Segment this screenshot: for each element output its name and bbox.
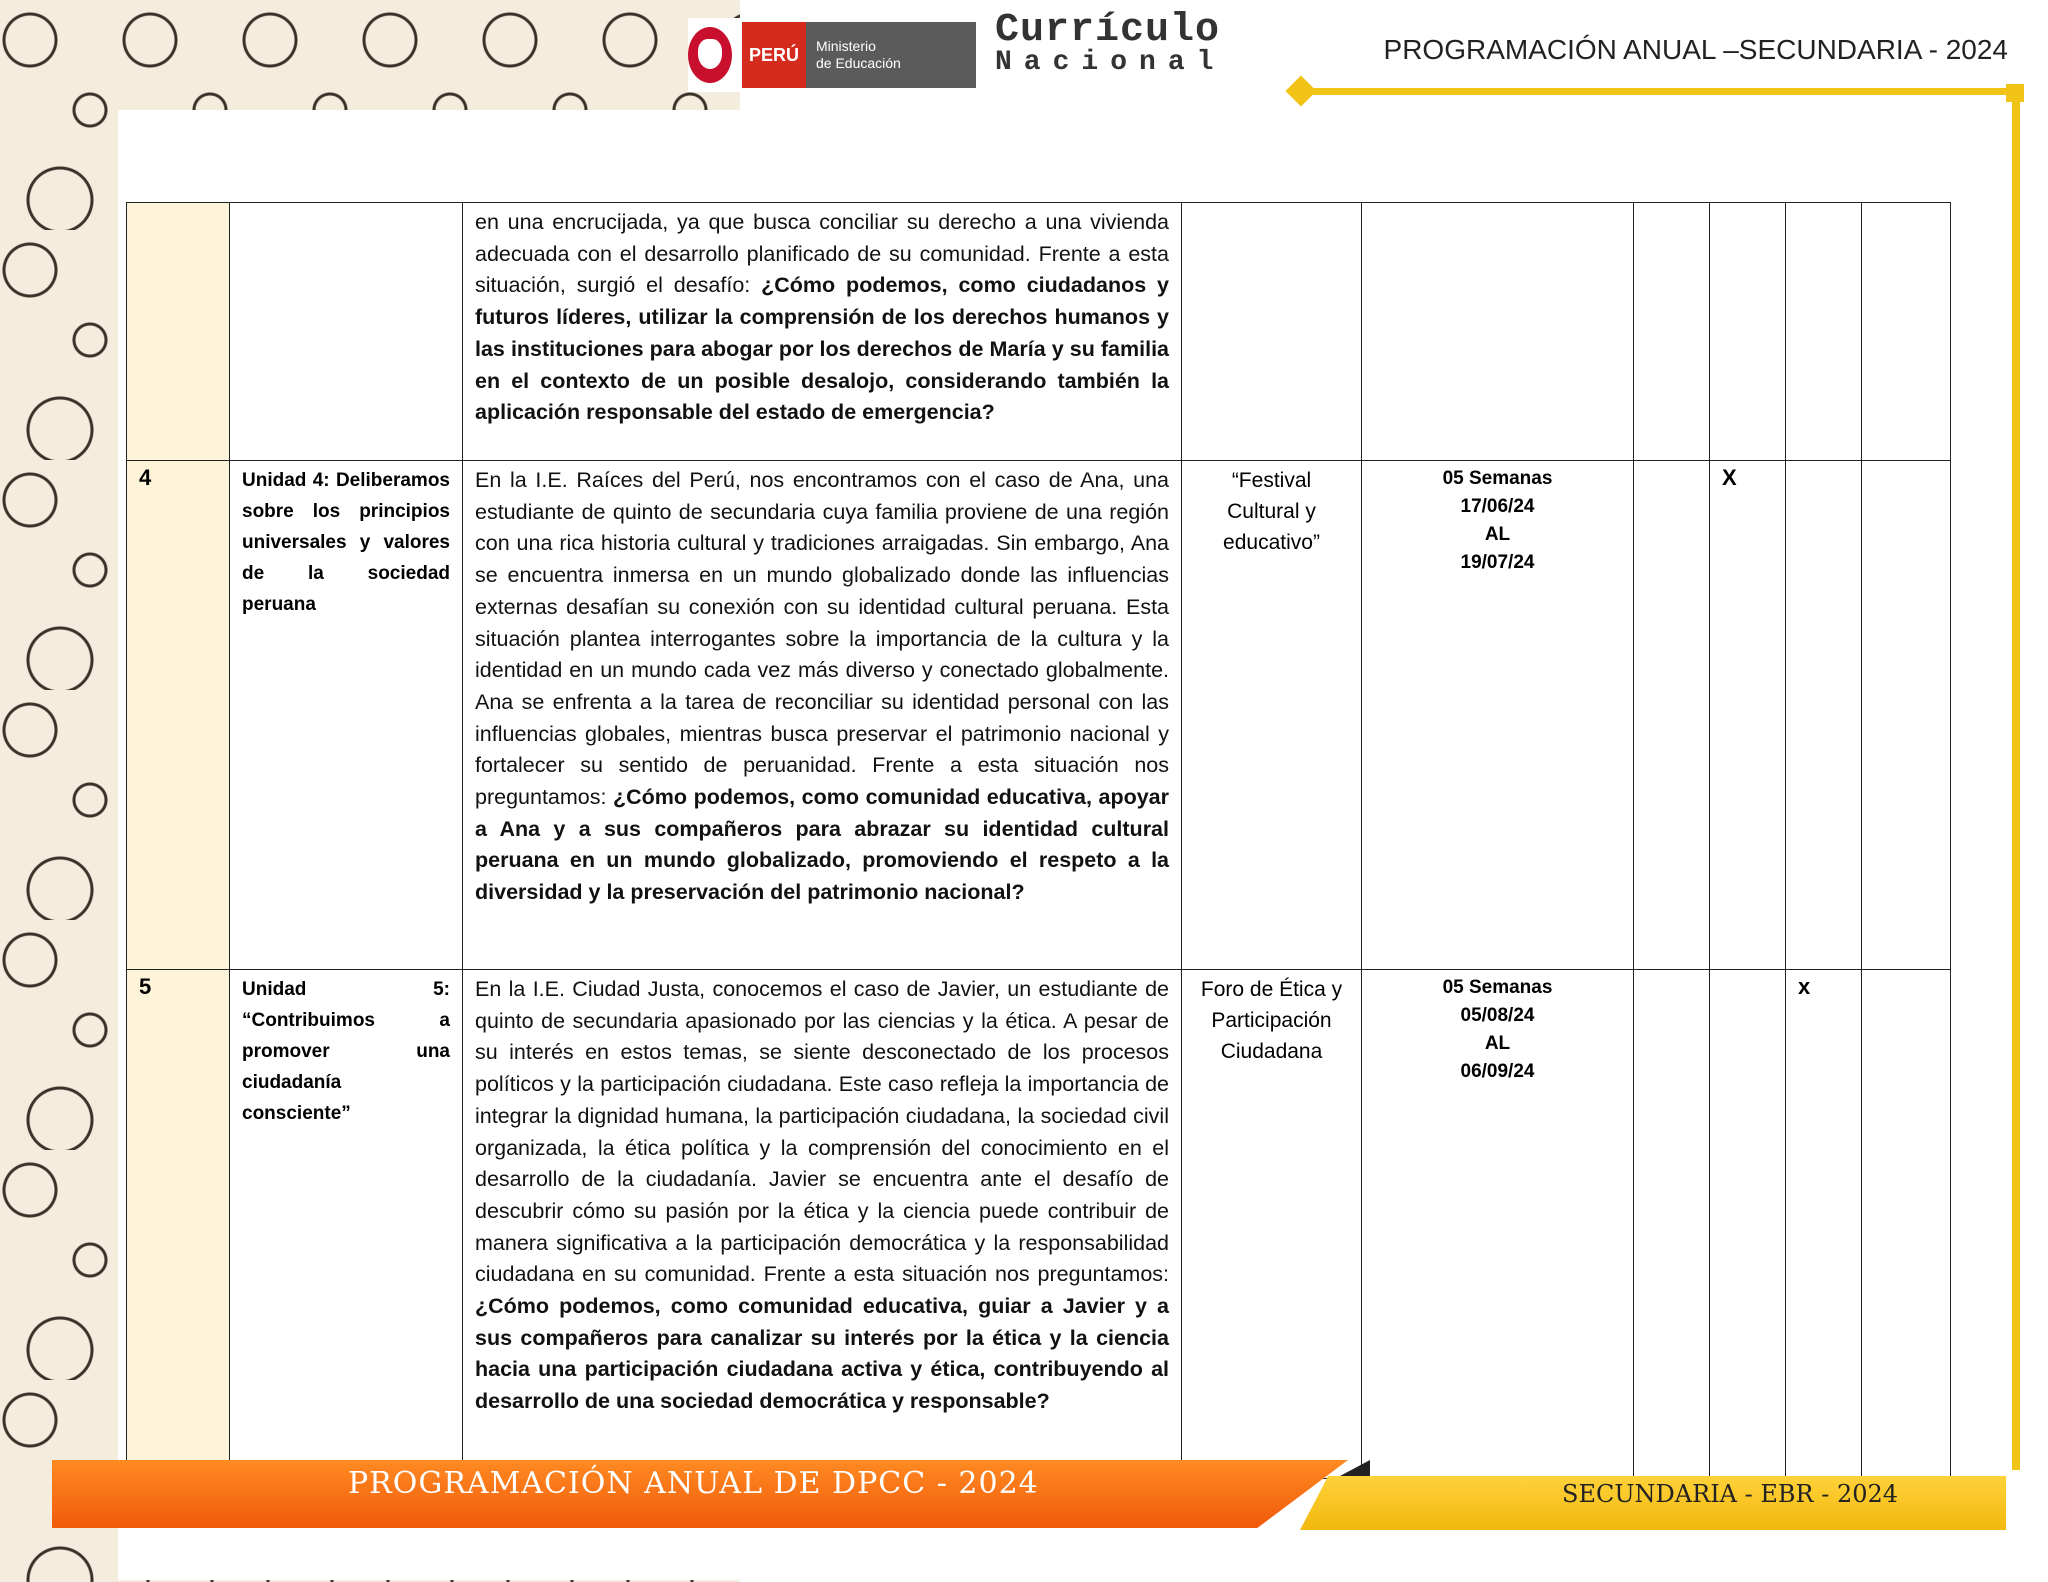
gold-border xyxy=(2012,90,2020,1470)
date-from: 05/08/24 xyxy=(1460,1005,1535,1026)
mark-cell xyxy=(1786,461,1862,970)
dates-cell xyxy=(1362,461,1634,970)
table-row xyxy=(127,970,1951,1479)
product-cell xyxy=(1182,203,1362,461)
date-to: 06/09/24 xyxy=(1460,1061,1535,1082)
date-to: 19/07/24 xyxy=(1460,552,1535,573)
mark-cell xyxy=(1710,203,1786,461)
mark-cell xyxy=(1634,461,1710,970)
curriculo-nacional-logo: Currículo Nacional xyxy=(995,8,1226,78)
unit-number-cell: 5 xyxy=(127,970,230,1479)
footer-left-title: PROGRAMACIÓN ANUAL DE DPCC - 2024 xyxy=(348,1466,1039,1501)
unit-number-cell: 4 xyxy=(127,461,230,970)
peru-label: PERÚ xyxy=(742,22,806,88)
date-connector: AL xyxy=(1484,524,1511,545)
mark-cell: X xyxy=(1710,461,1786,970)
product-cell: “Festival Cultural y educativo” xyxy=(1182,461,1362,970)
dates-cell xyxy=(1362,203,1634,461)
page-title: PROGRAMACIÓN ANUAL –SECUNDARIA - 2024 xyxy=(1383,34,2008,65)
footer-divider xyxy=(1340,1460,1370,1476)
table-row xyxy=(127,461,1951,970)
mark-cell xyxy=(1634,970,1710,1479)
unit-title-cell: Unidad 5: “Contribuimos a promover una ciudadanía consciente” xyxy=(230,970,463,1479)
date-from: 17/06/24 xyxy=(1460,496,1535,517)
mark-cell xyxy=(1710,970,1786,1479)
programming-table xyxy=(126,202,1951,1479)
gold-rule xyxy=(1300,88,2022,95)
unit-title-cell: Unidad 4: Deliberamos sobre los principios universales y valores de la sociedad peruana xyxy=(230,461,463,970)
mark-cell xyxy=(1862,461,1951,970)
table-row xyxy=(127,203,1951,461)
duration: 05 Semanas xyxy=(1442,468,1553,489)
ministry-label: Ministerio de Educación xyxy=(806,22,976,88)
duration: 05 Semanas xyxy=(1442,977,1553,998)
mark-cell xyxy=(1862,203,1951,461)
mark-cell: x xyxy=(1786,970,1862,1479)
footer-right-title: SECUNDARIA - EBR - 2024 xyxy=(1562,1480,1899,1508)
situation-cell: En la I.E. Raíces del Perú, nos encontramos con el caso de Ana, una estudiante de quinto de secundaria cuya familia proviene de una región con una rica historia cultural y tradiciones arraigadas. Sin embargo, Ana se encuentra inmersa en un mundo globalizado donde las influencias externas desafían su conexión con su identidad cultural peruana. Esta situación plantea interrogantes sobre la importancia de la cultura y la identidad en un mundo cada vez más diverso y conectado globalmente. Ana se enfrenta a la tarea de reconciliar su identidad personal con las influencias globales, mientras busca preservar el patrimonio nacional y fortalecer su sentido de peruanidad. Frente a esta situación nos preguntamos: ¿Cómo podemos, como comunidad educativa, apoyar a Ana y a sus compañeros para abrazar su identidad cultural peruana en un mundo globalizado, promoviendo el respeto a la diversidad y la preservación del patrimonio nacional? xyxy=(463,461,1182,970)
peru-seal-icon xyxy=(688,27,732,83)
unit-title-cell xyxy=(230,203,463,461)
product-cell: Foro de Ética y Participación Ciudadana xyxy=(1182,970,1362,1479)
dates-cell xyxy=(1362,970,1634,1479)
situation-cell: en una encrucijada, ya que busca conciliar su derecho a una vivienda adecuada con el desarrollo planificado de su comunidad. Frente a esta situación, surgió el desafío: ¿Cómo podemos, como ciudadanos y futuros líderes, utilizar la comprensión de los derechos humanos y las instituciones para abogar por los derechos de María y su familia en el contexto de un posible desalojo, considerando también la aplicación responsable del estado de emergencia? xyxy=(463,203,1182,461)
date-connector: AL xyxy=(1484,1033,1511,1054)
unit-number-cell xyxy=(127,203,230,461)
ministry-logo xyxy=(688,18,976,92)
mark-cell xyxy=(1786,203,1862,461)
mark-cell xyxy=(1634,203,1710,461)
situation-cell: En la I.E. Ciudad Justa, conocemos el caso de Javier, un estudiante de quinto de secundaria apasionado por las ciencias y la ética. A pesar de su interés en estos temas, se siente desconectado de los procesos políticos y la participación ciudadana. Este caso refleja la importancia de integrar la dignidad humana, la participación ciudadana, la sociedad civil organizada, la ética política y la comprensión del conocimiento en el desarrollo de la ciudadanía. Javier se encuentra ante el desafío de descubrir cómo su pasión por la ética y la ciencia puede contribuir de manera significativa a la participación democrática y la responsabilidad ciudadana en su comunidad. Frente a esta situación nos preguntamos: ¿Cómo podemos, como comunidad educativa, guiar a Javier y a sus compañeros para canalizar su interés por la ética y la ciencia hacia una participación ciudadana activa y ética, contribuyendo al desarrollo de una sociedad democrática y responsable? xyxy=(463,970,1182,1479)
mark-cell xyxy=(1862,970,1951,1479)
